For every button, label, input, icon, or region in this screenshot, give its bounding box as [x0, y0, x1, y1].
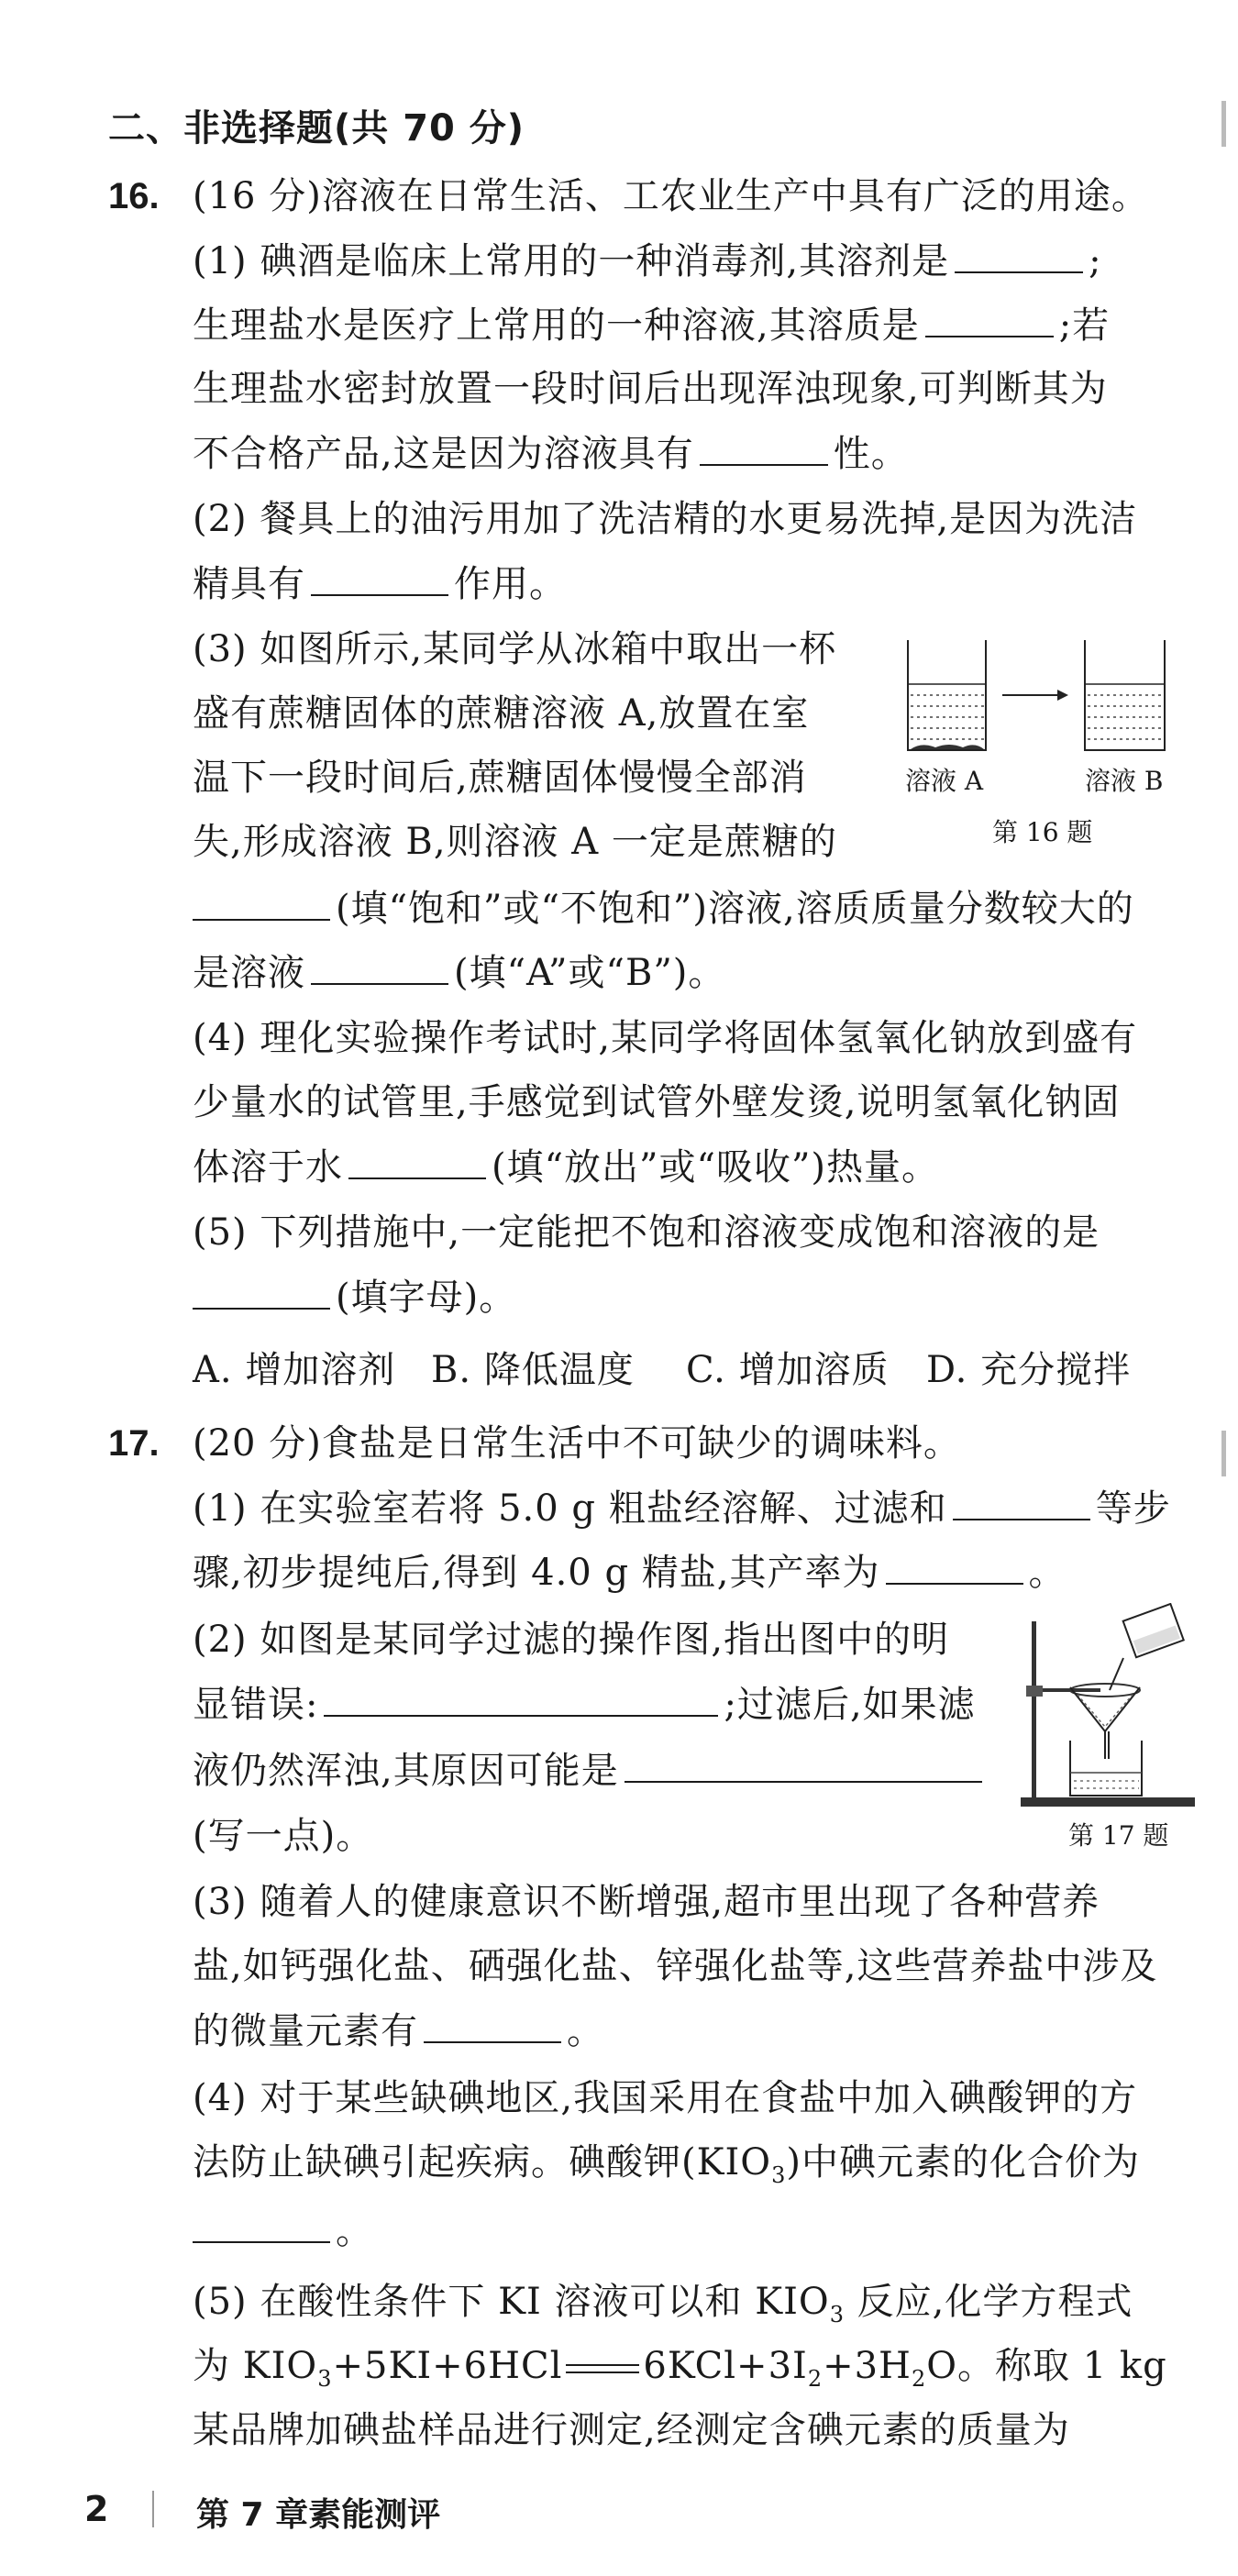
q17-part1-line2: 骤,初步提纯后,得到 4.0 g 精盐,其产率为 。	[193, 1546, 1067, 1598]
beaker-b	[1085, 640, 1165, 750]
chapter-title: 第 7 章素能测评	[196, 2496, 441, 2534]
stand-base	[1021, 1797, 1195, 1807]
page-edge-mark	[1221, 1431, 1226, 1476]
question-16-number: 16.	[108, 176, 160, 216]
q16-part3-line4: 失,形成溶液 B,则溶液 A 一定是蔗糖的	[193, 821, 837, 863]
answer-blank[interactable]	[925, 299, 1054, 337]
page-edge-mark	[1221, 101, 1226, 147]
q17-part4-line3: 。	[193, 2205, 373, 2257]
q16-option-a: A. 增加溶剂	[193, 1349, 396, 1391]
q16-part1-line4: 不合格产品,这是因为溶液具有 性。	[193, 427, 909, 480]
answer-blank[interactable]	[625, 1744, 982, 1783]
stand-rod	[1032, 1621, 1036, 1800]
answer-blank[interactable]	[700, 427, 828, 466]
q16-part4-line3: 体溶于水 (填“放出”或“吸收”)热量。	[193, 1141, 939, 1193]
figure-16-caption: 第 16 题	[992, 817, 1093, 847]
q17-part3: (3) 随着人的健康意识不断增强,超市里出现了各种营养	[193, 1881, 1100, 1923]
q17-part2-line4: (写一点)。	[193, 1815, 374, 1857]
q16-part3-line2: 盛有蔗糖固体的蔗糖溶液 A,放置在室	[193, 692, 810, 735]
q16-part2: (2) 餐具上的油污用加了洗洁精的水更易洗掉,是因为洗洁	[193, 498, 1138, 540]
q16-part3-line5: (填“饱和”或“不饱和”)溶液,溶质质量分数较大的	[193, 882, 1134, 934]
q16-option-c: C. 增加溶质	[686, 1349, 890, 1391]
answer-blank[interactable]	[311, 558, 448, 596]
q16-part5: (5) 下列措施中,一定能把不饱和溶液变成饱和溶液的是	[193, 1211, 1100, 1254]
q16-part3-line3: 温下一段时间后,蔗糖固体慢慢全部消	[193, 757, 807, 799]
q16-part2-line2: 精具有 作用。	[193, 558, 567, 610]
q17-part5-line3: 某品牌加碘盐样品进行测定,经测定含碘元素的质量为	[193, 2409, 1070, 2451]
answer-blank[interactable]	[311, 946, 448, 985]
q17-part3-line2: 盐,如钙强化盐、硒强化盐、锌强化盐等,这些营养盐中涉及	[193, 1945, 1158, 1987]
q16-part5-line2: (填字母)。	[193, 1271, 516, 1323]
figure-16-beakers	[894, 631, 1188, 814]
q17-part4-line2: 法防止缺碘引起疾病。碘酸钾$(KIO_3)$中碘元素的化合价为	[193, 2141, 1140, 2188]
q17-part2-line2: 显错误: ;过滤后,如果滤	[193, 1678, 976, 1730]
footer-divider	[152, 2491, 154, 2527]
section-title: 二、非选择题(共 70 分)	[108, 107, 525, 149]
q16-part1-line2: 生理盐水是医疗上常用的一种溶液,其溶质是 ;若	[193, 299, 1110, 351]
equals-sign	[566, 2364, 639, 2373]
q16-part1-line3: 生理盐水密封放置一段时间后出现浑浊现象,可判断其为	[193, 368, 1108, 410]
answer-blank[interactable]	[955, 235, 1083, 273]
q17-intro: (20 分)食盐是日常生活中不可缺少的调味料。	[193, 1422, 961, 1465]
q16-option-b: B. 降低温度	[431, 1349, 635, 1391]
answer-blank[interactable]	[193, 882, 330, 921]
q17-part3-line3: 的微量元素有 。	[193, 2005, 604, 2057]
answer-blank[interactable]	[193, 2205, 330, 2243]
arrow-icon	[1002, 690, 1068, 701]
figure-17-caption: 第 17 题	[1068, 1820, 1169, 1851]
q16-part1: (1) 碘酒是临床上常用的一种消毒剂,其溶剂是 ;	[193, 235, 1102, 287]
q16-intro: (16 分)溶液在日常生活、工农业生产中具有广泛的用途。	[193, 175, 1149, 217]
q17-part5-equation: 为 $KIO_3+5KI+6HCl$ $6KCl+3I_2+3H_2O$。称取 1 kg	[193, 2345, 1167, 2392]
q16-part4-line2: 少量水的试管里,手感觉到试管外壁发烫,说明氢氧化钠固	[193, 1081, 1121, 1123]
figure-17-filtration	[1013, 1603, 1206, 1814]
q16-part3: (3) 如图所示,某同学从冰箱中取出一杯	[193, 628, 837, 670]
answer-blank[interactable]	[886, 1546, 1023, 1585]
beaker-a	[908, 640, 986, 750]
q17-part4: (4) 对于某些缺碘地区,我国采用在食盐中加入碘酸钾的方	[193, 2077, 1138, 2119]
q16-part3-line6: 是溶液 (填“A”或“B”)。	[193, 946, 725, 999]
question-17-number: 17.	[108, 1423, 160, 1464]
beaker-b-label: 溶液 B	[1085, 766, 1164, 796]
answer-blank[interactable]	[953, 1482, 1090, 1520]
page-number: 2	[84, 2489, 109, 2529]
q17-part2: (2) 如图是某同学过滤的操作图,指出图中的明	[193, 1619, 950, 1661]
q17-part2-line3: 液仍然浑浊,其原因可能是	[193, 1744, 988, 1797]
pouring-beaker	[1123, 1604, 1184, 1657]
q17-part5: (5) 在酸性条件下 KI 溶液可以和 $KIO_3$ 反应,化学方程式	[193, 2281, 1133, 2327]
answer-blank[interactable]	[324, 1678, 718, 1717]
answer-blank[interactable]	[424, 2005, 561, 2043]
q16-option-d: D. 充分搅拌	[926, 1349, 1132, 1391]
q17-part1: (1) 在实验室若将 5.0 g 粗盐经溶解、过滤和 等步	[193, 1482, 1171, 1534]
q16-part4: (4) 理化实验操作考试时,某同学将固体氢氧化钠放到盛有	[193, 1017, 1138, 1059]
answer-blank[interactable]	[193, 1271, 330, 1310]
beaker-diagram	[894, 631, 1188, 768]
beaker-a-label: 溶液 A	[905, 766, 984, 796]
answer-blank[interactable]	[348, 1141, 486, 1179]
